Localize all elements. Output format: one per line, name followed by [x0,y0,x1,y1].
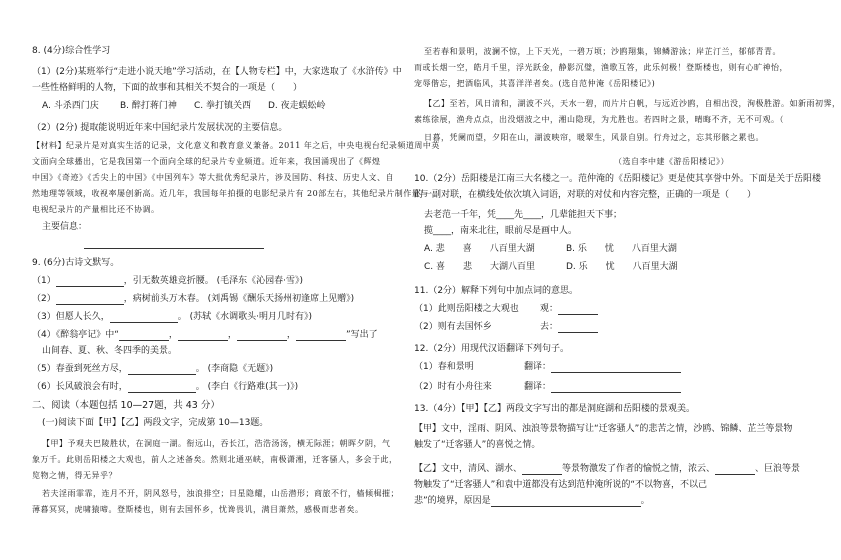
q9-item-4-blank-2[interactable] [178,331,228,341]
q9-item-5 [32,364,273,375]
q10-option-b[interactable] [566,244,677,255]
q12-item-2-text: （2）时有小舟往来 [414,382,492,392]
q13-yi-line-1-pre: 【乙】文中，清风、湖水、 [414,464,523,474]
q13-yi-blank-1[interactable] [522,465,562,475]
q9-item-3-prefix: （3）但愿人长久， [32,312,110,322]
q9-item-5-suffix: 。 (李商隐《无题》) [195,364,274,374]
q8-option-b[interactable]: B. 醉打蒋门神 [120,101,177,111]
couplet-line-1: 去老范一千年，凭____先____，几辈能担天下事； [424,210,623,220]
q12-item-2-label: 翻译： [524,382,552,392]
q9-item-2-suffix: ，病树前头万木春。 (刘禹锡《酬乐天扬州初逢席上见赠》) [123,294,355,304]
q11-item-2-answer [540,322,598,333]
q9-item-4: （4）《醉翁亭记》中“ ， ， ， ”写出了 [32,330,378,340]
q10-option-a-phrase: 八百里大湖 [489,244,535,254]
jia-line-2: 象万千。此则岳阳楼之大观也，前人之述备矣。然则北通巫峡，南极潇湘，迁客骚人，多会于此， [32,455,398,464]
q13-jia-line-1: 【甲】文中，淫雨、阴风、浊浪等景物描写让“迁客骚人”的悲苦之情，沙鸥、锦鳞、芷兰等景物 [414,424,793,434]
jia-cont-line-1: 至若春和景明，波澜不惊，上下天光，一碧万顷；沙鸥翔集，锦鳞游泳；岸芷汀兰，郁郁青青。 [424,47,781,56]
q11-item-2-label: 去： [540,322,559,332]
q13-yi-line-1 [414,464,800,475]
q8-part1-line2: 一些性格鲜明的人物，下面的故事和其相关不契合的一项是（ ） [32,83,303,93]
q10-option-d-phrase: 八百里大湖 [632,262,678,272]
q12-item-1-label: 翻译： [524,362,552,372]
q11-item-1-blank[interactable] [558,305,598,315]
q8-part2: （2）(2分) 提取能说明近年来中国纪录片发展状况的主要信息。 [32,123,288,133]
q10-option-c[interactable] [424,262,535,273]
q9-item-3-suffix: 。 (苏轼《水调歌头·明月几时有》) [177,312,312,322]
q9-item-1-blank[interactable] [56,277,124,287]
q10-option-c-phrase: 大湖八百里 [490,262,536,272]
q9-item-4-blank-3[interactable] [237,331,287,341]
q9-item-5-blank[interactable] [128,365,196,375]
q13-yi-blank-3[interactable] [491,497,641,507]
q12-item-1-text: （1）春和景明 [414,362,474,372]
right-column [414,0,841,560]
yi-line-3: 日暮，凭阑而望，夕阳在山，湖波映帘，暖翠生，风景自别。行舟过之，忘其形骸之累也。 [424,133,764,142]
q10-option-d[interactable] [566,262,678,273]
q10-option-a[interactable] [424,244,535,255]
q9-item-4-blank-4[interactable] [296,331,346,341]
q11-item-1-text: （1）此则岳阳楼之大观也 [414,304,519,314]
q10-option-c-word: 悲 [463,262,473,272]
q9-item-1 [32,276,303,287]
q9-item-3-blank[interactable] [110,313,178,323]
q10-option-a-letter: A. 悲 [424,244,445,254]
q11-title: 11.（2分）解释下列句中加点词的意思。 [414,286,579,296]
q12-item-1-blank[interactable] [551,363,681,373]
jia-cont-line-3: 宠辱偕忘，把酒临风，其喜洋洋者矣。(选自范仲淹《岳阳楼记》) [414,79,656,88]
q9-item-6-suffix: 。 (李白《行路难(其一)》) [195,382,299,392]
q10-line-2: 的一副对联，在横线处依次填入词语，对联的对仗和内容完整，正确的一项是（ ） [414,190,757,200]
q13-yi-line-3-pre: 悲”的境界，原因是 [414,496,491,506]
material-line-1: 【材料】纪录片是对真实生活的记录，文化意义和教育意义兼备。2011 年之后，中央电视台纪录频道周中英 [32,141,440,150]
q8-title: 8. (4分)综合性学习 [32,46,111,56]
q13-yi-line-1-post: 、巨浪等景 [755,464,801,474]
q9-item-2-blank[interactable] [56,295,124,305]
q9-item-6-prefix: （6）长风破浪会有时， [32,382,128,392]
q13-yi-line-1-mid: 等景物激发了作者的愉悦之情，浓云、 [562,464,716,474]
q9-item-5-prefix: （5）春蚕到死丝方尽， [32,364,128,374]
q9-item-4-cont: 山间春、夏、秋、冬四季的美景。 [42,346,178,356]
main-info-answer-line[interactable] [84,248,264,249]
material-line-4: 然地理等领域，收视率屡创新高。近几年，我国每年拍摄的电影纪录片有 20部左右，其他纪录片制作量与 [32,189,429,198]
q8-option-c[interactable]: C. 拳打镇关西 [194,101,252,111]
q10-option-d-letter: D. 乐 [566,262,588,272]
q8-option-a[interactable]: A. 斗杀西门庆 [42,101,99,111]
section-2-heading: 二、阅读（本题包括 10—27题，共 43 分） [32,400,220,411]
q13-jia-line-2: 触发了“迁客骚人”的喜悦之情。 [414,440,541,450]
yi-line-1: 【乙】至若，风日清和，湖波不兴，天水一碧，而片片白帆，与远近沙鸥，自相出没，洵极胜游。如新雨初霁， [424,99,841,108]
jia-line-5: 薄暮冥冥，虎啸猿啼。登斯楼也，则有去国怀乡，忧谗畏讥，满目萧然，感极而悲者矣。 [32,505,364,514]
q13-title: 13.（4分）【甲】【乙】两段文字写出的都是洞庭湖和岳阳楼的景观美。 [414,404,696,414]
q12-item-2-blank[interactable] [551,383,681,393]
q8-part1-line1: （1）(2分)某班举行“走进小说天地”学习活动，在【人物专栏】中，大家选取了《水浒传》中 [32,67,402,77]
couplet-line-2: 揽____，南来北往，眼前尽是画中人。 [424,226,578,236]
q9-item-2-prefix: （2） [32,294,56,304]
q8-option-d[interactable]: D. 夜走蜈蚣岭 [268,101,326,111]
q10-option-b-phrase: 八百里大湖 [631,244,677,254]
q12-title: 12.（2分）用现代汉语翻译下列句子。 [414,344,570,354]
q10-option-d-word: 忧 [605,262,615,272]
q9-item-1-prefix: （1） [32,276,56,286]
q9-title: 9. (6分)古诗文默写。 [32,258,120,268]
q11-item-2 [414,322,492,333]
reading-1-instruction: (一)阅读下面【甲】【乙】两段文字，完成第 10—13题。 [42,418,269,428]
q11-item-1-answer [540,304,598,315]
q13-yi-line-2: 物触发了“迁客骚人”和袁中道都没有达到范仲淹所说的“不以物喜，不以己 [414,480,707,490]
jia-line-3: 览物之情，得无异乎？ [32,471,117,480]
jia-cont-line-2: 而或长烟一空，皓月千里，浮光跃金，静影沉璧，渔歌互答，此乐何极！登斯楼也，则有心旷神怡， [414,63,788,72]
q9-item-2 [32,294,354,305]
material-line-5: 电视纪录片的产量相比还不协调。 [32,205,160,214]
q12-item-2 [414,382,492,393]
q9-item-4-blank-1[interactable] [119,331,169,341]
q10-line-1: 10.（2分）岳阳楼是江南三大名楼之一。范仲淹的《岳阳楼记》更是使其享誉中外。下面是关于岳阳楼 [414,174,822,184]
q9-item-4-suffix: ”写出了 [345,330,378,340]
q13-yi-line-3-post: 。 [640,496,650,506]
main-info-label: 主要信息： [42,222,88,232]
q9-item-6-blank[interactable] [128,383,196,393]
q12-item-1-answer [524,362,681,373]
q9-item-3 [32,312,312,323]
q10-option-c-letter: C. 喜 [424,262,446,272]
jia-line-1: 【甲】予观夫巴陵胜状，在洞庭一湖。衔远山，吞长江，浩浩汤汤，横无际涯；朝晖夕阴，气 [42,439,391,448]
q13-yi-line-3 [414,496,650,507]
q11-item-1-label: 观： [540,304,559,314]
material-line-2: 文面向全球播出，它是我国第一个面向全球的纪录片专业频道。近年来，我国涌现出了《辉煌 [32,157,381,166]
q9-item-1-suffix: ，引无数英雄竞折腰。 (毛泽东《沁园春·雪》) [123,276,303,286]
q10-option-b-letter: B. 乐 [566,244,587,254]
q11-item-2-text: （2）则有去国怀乡 [414,322,492,332]
q13-yi-blank-2[interactable] [715,465,755,475]
yi-line-2: 素练徐展，渔舟点点，出没烟波之中，湘山隐现，为尤胜也。若四时之景，晴晦不齐，无不可观。（ [414,115,784,124]
q12-item-2-answer [524,382,681,393]
q9-item-4-prefix: （4）《醉翁亭记》中“ [32,330,119,340]
q12-item-1 [414,362,474,373]
q10-option-a-word: 喜 [462,244,472,254]
q9-item-6 [32,382,298,393]
yi-source: （选自李中建《游岳阳楼记》） [614,157,729,166]
q10-option-b-word: 忧 [604,244,614,254]
q11-item-1 [414,304,519,315]
q11-item-2-blank[interactable] [558,323,598,333]
jia-line-4: 若夫淫雨霏霏，连月不开，阴风怒号，浊浪排空；日星隐耀，山岳潜形；商旅不行，樯倾楫摧； [42,489,399,498]
material-line-3: 中国》《奇迹》《舌尖上的中国》《中国列车》等大批优秀纪录片，涉及国防、科技、历史人文、自 [32,173,394,182]
